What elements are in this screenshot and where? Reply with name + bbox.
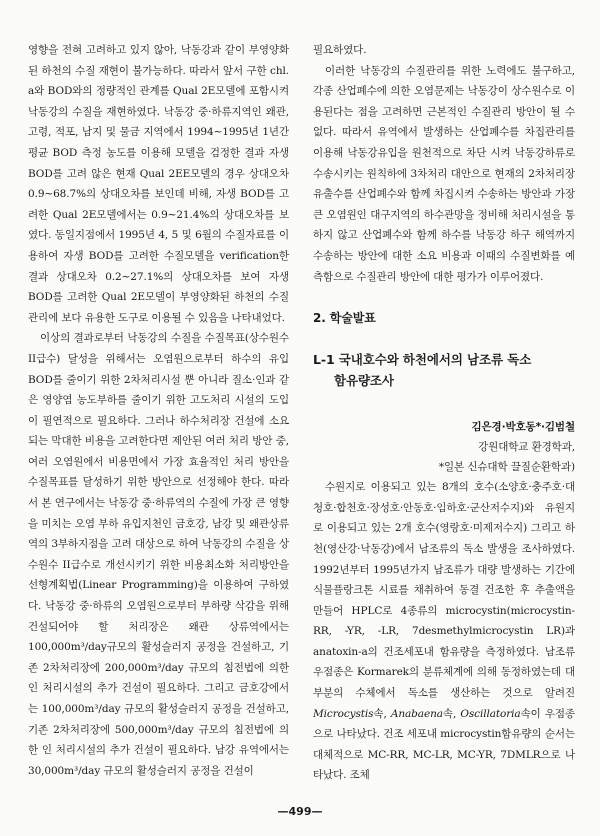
genus-oscillatoria: Oscillatoria bbox=[460, 707, 521, 720]
abstract-text-2: 속, bbox=[373, 707, 391, 720]
author-block bbox=[313, 417, 575, 477]
abstract-text-1: 수원지로 이용되고 있는 8개의 호수(소양호·충주호·대청호·합천호·장성호·안동호·임하호·군산저수지)와 유원지로 이용되고 있는 2개 호수(영랑호·미제저수지) 그리고 하천(영산강·낙동강)에서 남조류의 독소 발생을 조사하였다. 1992년부터 1995년가지 남조류가 대량 발생하는 기간에 식물플랑크톤 시료를 채취하여 동결 건조한 후 추출액을 만들어 HPLC로 4종류의 microcystin(microcystin-RR, -YR, -LR, 7desmethylmicrocystin LR)과 anatoxin-a의 건조세포내 함유량을 측정하였다. 남조류 우점종은 Kormarek의 분류체계에 의해 동정하였는데 대부분의 수체에서 독소를 생산하는 것으로 알려진 bbox=[313, 481, 575, 700]
genus-anabaena: Anabaena bbox=[390, 707, 443, 720]
right-paragraph-2: 이러한 낙동강의 수질관리를 위한 노력에도 불구하고, 각종 산업폐수에 의한 오염문제는 낙동강이 상수원수로 이용된다는 점을 고려하면 근본적인 수질관리 방안이 될 수 없다. 따라서 유역에서 발생하는 산업폐수를 차집관리를 이용해 낙동강유입을 원천적으로 차단 시켜 낙동강하류로 수송시키는 원칙하에 3차처리 대안으로 현재의 2차처리장 유출수를 산업폐수와 함께 차집시켜 수송하는 방안과 가장 큰 오염원인 대구지역의 하수관망을 정비해 처리시설을 통하지 않고 산업폐수와 함께 하수를 낙동강 하구 해역까지 수송하는 방안에 대한 소요 비용과 이때의 수질변화를 예측함으로 수질관리 방안에 대한 평가가 이루어졌다. bbox=[313, 64, 575, 283]
left-column bbox=[28, 40, 289, 781]
affiliation-1: 강원대학교 환경학과, bbox=[478, 441, 575, 454]
genus-microcystis: Microcystis bbox=[313, 707, 374, 720]
abstract-text-4: 속이 우점종으로 나타났다. 건조 세포내 microcystin함유량의 순서는 대체적으로 MC-RR, MC-LR, MC-YR, 7DMLR으로 나타났다. 조체 bbox=[313, 707, 575, 782]
abstract-text-3: 속, bbox=[442, 707, 461, 720]
authors: 김은경·박호동*·김범철 bbox=[471, 421, 575, 434]
article-title bbox=[313, 349, 575, 391]
section-heading: 2. 학술발표 bbox=[313, 311, 376, 326]
left-paragraph-1: 영향을 전혀 고려하고 있지 않아, 낙동강과 같이 부영양화된 하천의 수질 재현이 불가능하다. 따라서 앞서 구한 chl. a와 BOD와의 정량적인 관계를 Qual 2E모델에 포함시켜 낙동강의 수질을 재현하였다. 낙동강 중·하류지역인 왜관, 고령, 적포, 남지 및 물금 지역에서 1994∼1995년 1년간 평균 BOD 측정 농도를 이용해 모델을 검정한 결과 자생 BOD를 고려 않은 현재 Qual 2EE모델의 경우 상대오차 0.9∼68.7%의 상대오차를 보인데 비해, 자생 BOD를 고려한 Qual 2E모델에서는 0.9∼21.4%의 상대오차를 보였다. 동일지점에서 1995년 4, 5 및 6월의 수질자료를 이용하여 자생 BOD를 고려한 수질모델을 verification한 결과 상대오차 0.2∼27.1%의 상대오차를 보여 자생 BOD를 고려한 Qual 2E모델이 부영양화된 하천의 수질관리에 보다 유용한 도구로 이용될 수 있음을 나타내었다. bbox=[28, 44, 289, 324]
right-paragraph-1: 필요하였다. bbox=[313, 44, 367, 56]
page-number: —499— bbox=[277, 805, 323, 818]
affiliation-2: *일본 신슈대학 끌질순환학과) bbox=[438, 461, 575, 474]
article-title-line-2: 함유량조사 bbox=[334, 373, 394, 389]
article-title-line-1: L-1 국내호수와 하천에서의 남조류 독소 bbox=[313, 352, 532, 368]
right-column bbox=[313, 40, 575, 786]
abstract bbox=[313, 477, 575, 786]
left-paragraph-2: 이상의 결과로부터 낙동강의 수질을 수질목표(상수원수 II급수) 달성을 위해서는 오염원으로부터 하수의 유입 BOD를 줄이기 위한 2차처리시설 뿐 아니라 질소·인과 같은 영양염 농도부하를 줄이기 위한 고도처리 시설의 도입이 필연적으로 필요하다. 그러나 하수처리장 건설에 소요되는 막대한 비용을 고려한다면 제안된 여러 처리 방안 중, 여러 오염원에서 비용면에서 가장 효율적인 처리 방안을 수질목표를 달성하기 위한 방안으로 선정해야 한다. 따라서 본 연구에서는 낙동강 중·하류역의 수질에 가장 큰 영향을 미치는 오염 부하 유입지천인 금호강, 남강 및 왜관상류역의 3부하지점을 고려 대상으로 하여 낙동강의 수질을 상수원수 II급수로 개선시키기 위한 비용최소화 처리방안을 선형계획법(Linear Programming)을 이용하여 구하였다. 낙동강 중·하류의 오염원으로부터 부하량 삭감을 위해 건설되어야 할 처리장은 왜관 상류역에서는 100,000m³/day규모의 활성슬러지 공정을 건설하고, 기존 2차처리장에 200,000m³/day 규모의 침전법에 의한 인 처리시설의 추가 건설이 필요하다. 그리고 금호강에서는 100,000m³/day 규모의 활성슬러지 공정을 건설하고, 기존 2차처리장에 500,000m³/day 규모의 침전법에 의한 인 처리시설의 추가 건설이 필요하다. 남강 유역에서는 30,000m³/day 규모의 활성슬러지 공정을 건설이 bbox=[28, 332, 289, 777]
